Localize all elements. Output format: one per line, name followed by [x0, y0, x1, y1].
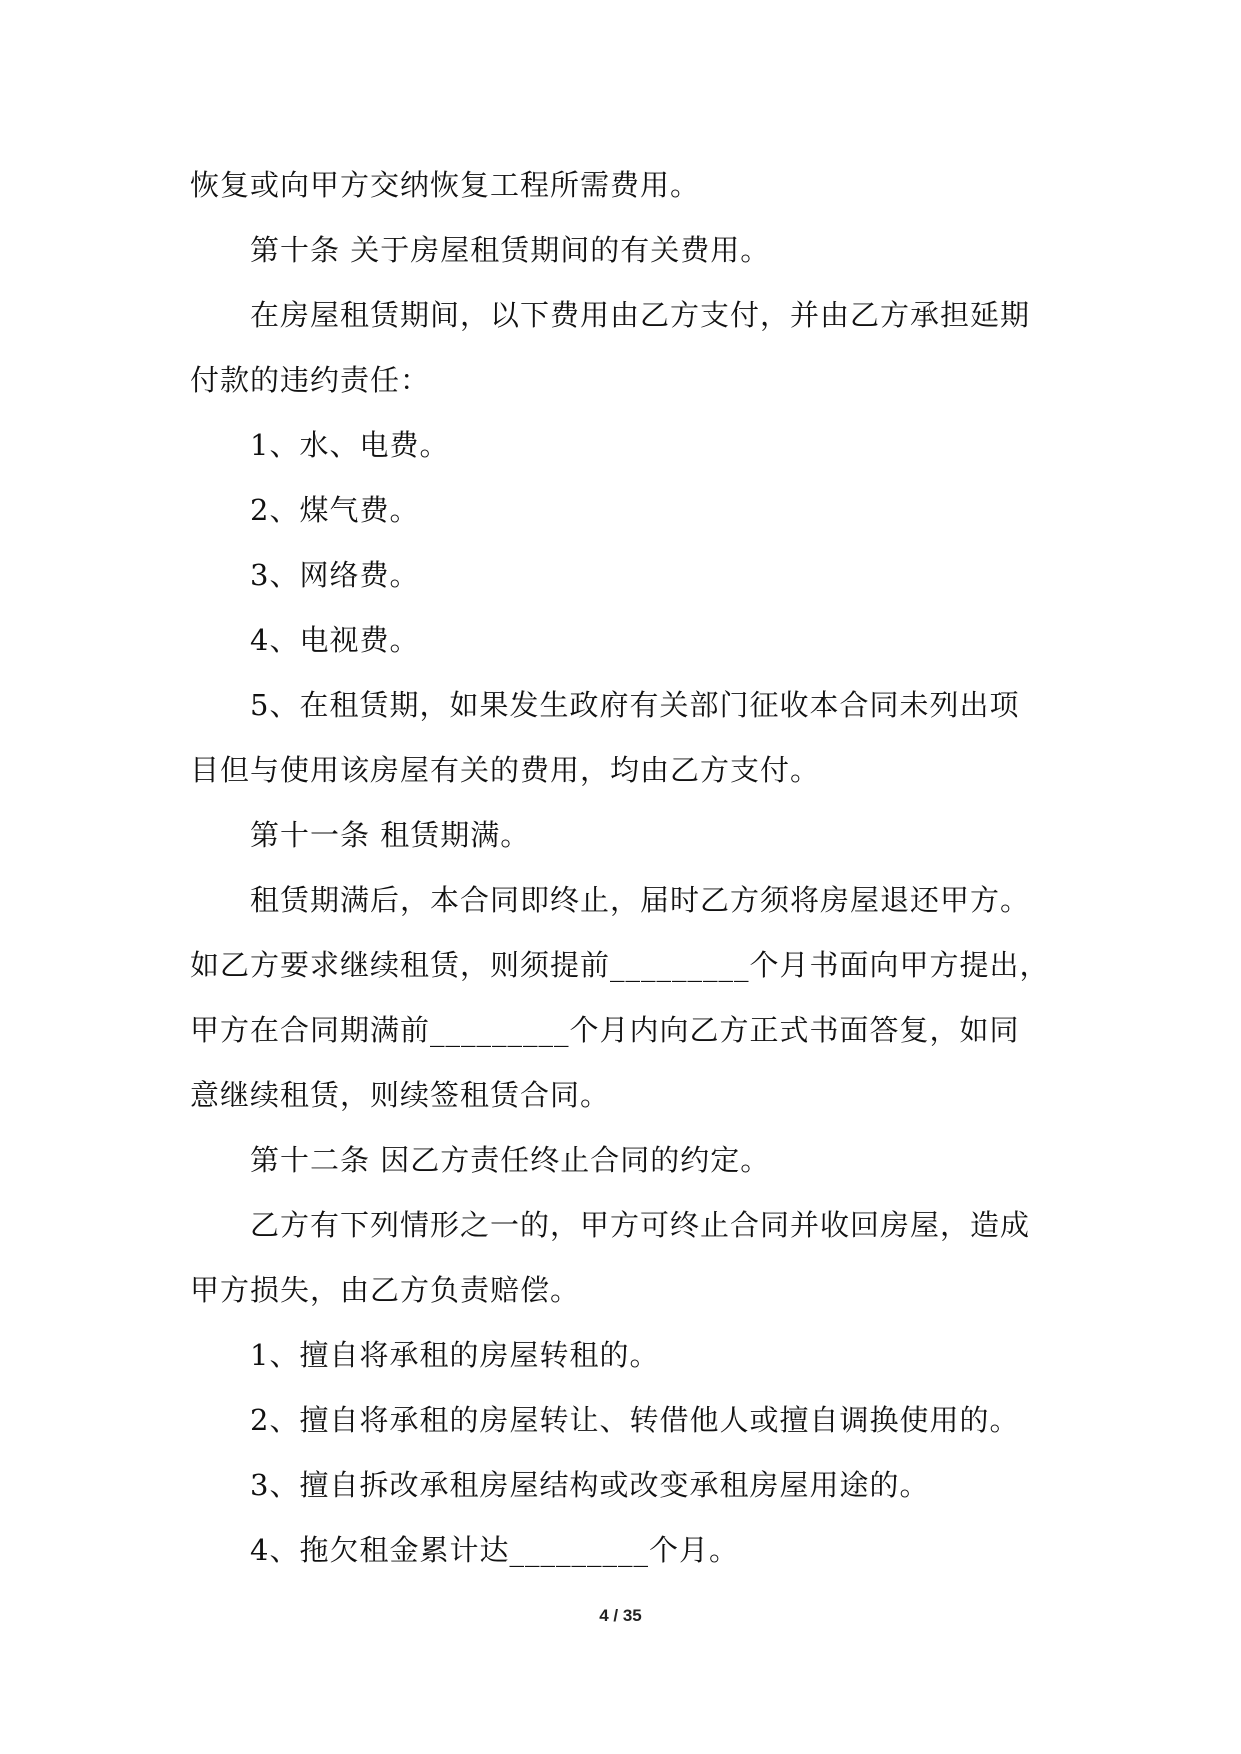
article-twelve-heading: 第十二条 因乙方责任终止合同的约定。	[250, 1143, 771, 1177]
list-item: 5、在租赁期，如果发生政府有关部门征收本合同未列出项	[250, 688, 1020, 722]
list-item: 4、电视费。	[250, 623, 420, 657]
list-item: 3、擅自拆改承租房屋结构或改变承租房屋用途的。	[250, 1468, 930, 1502]
paragraph-line: 甲方损失，由乙方负责赔偿。	[190, 1273, 581, 1307]
paragraph-line: 甲方在合同期满前_________个月内向乙方正式书面答复，如同	[190, 1013, 1020, 1047]
paragraph-line: 乙方有下列情形之一的，甲方可终止合同并收回房屋，造成	[250, 1208, 1031, 1242]
paragraph-line: 意继续租赁，则续签租赁合同。	[190, 1078, 611, 1112]
document-body	[190, 153, 1070, 1583]
paragraph-line: 付款的违约责任：	[190, 363, 431, 397]
list-item: 3、网络费。	[250, 558, 420, 592]
list-item: 1、擅自将承租的房屋转租的。	[250, 1338, 660, 1372]
paragraph-line: 租赁期满后，本合同即终止，届时乙方须将房屋退还甲方。	[250, 883, 1031, 917]
list-item: 2、煤气费。	[250, 493, 420, 527]
paragraph-line: 如乙方要求继续租赁，则须提前_________个月书面向甲方提出，	[190, 948, 1050, 982]
page-number: 4 / 35	[599, 1606, 642, 1625]
paragraph-line: 恢复或向甲方交纳恢复工程所需费用。	[190, 168, 701, 202]
article-ten-heading: 第十条 关于房屋租赁期间的有关费用。	[250, 233, 771, 267]
paragraph-line: 在房屋租赁期间，以下费用由乙方支付，并由乙方承担延期	[250, 298, 1031, 332]
paragraph-line: 目但与使用该房屋有关的费用，均由乙方支付。	[190, 753, 821, 787]
list-item: 1、水、电费。	[250, 428, 450, 462]
list-item: 4、拖欠租金累计达_________个月。	[250, 1533, 739, 1567]
list-item: 2、擅自将承租的房屋转让、转借他人或擅自调换使用的。	[250, 1403, 1020, 1437]
article-eleven-heading: 第十一条 租赁期满。	[250, 818, 531, 852]
